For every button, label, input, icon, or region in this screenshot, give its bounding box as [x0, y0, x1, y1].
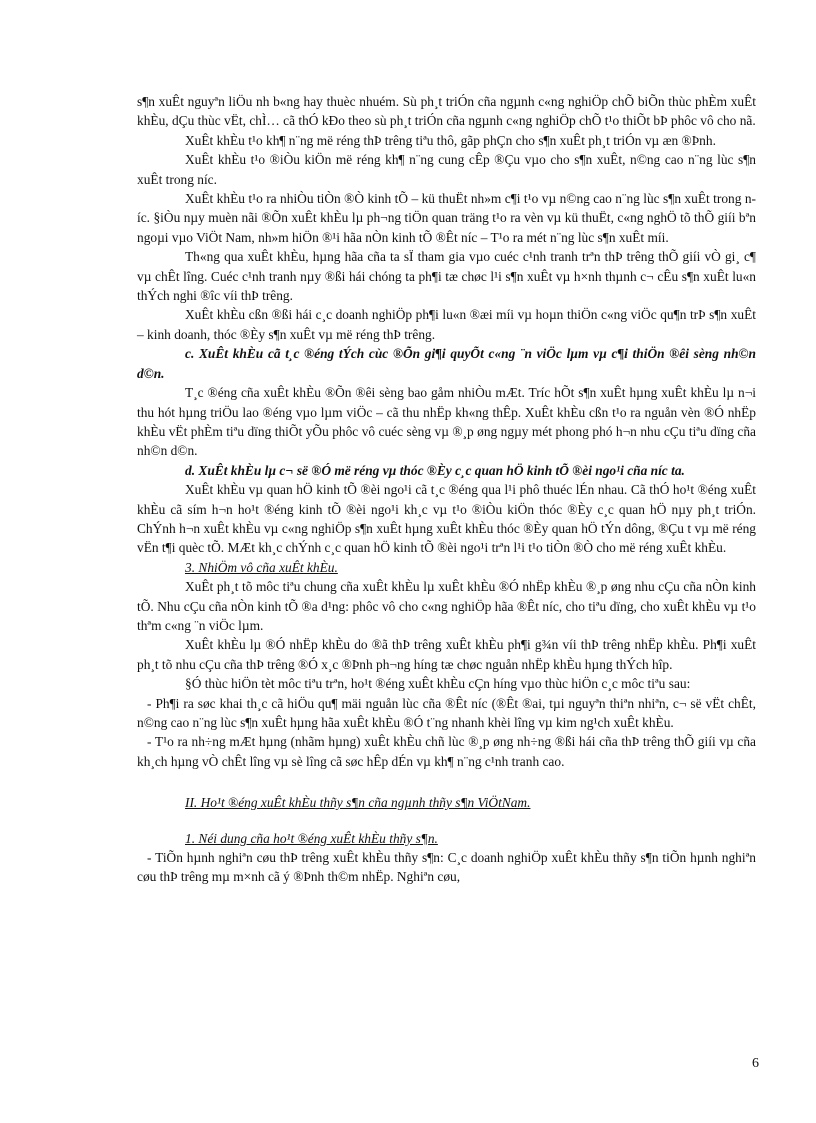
subheading-d: d. XuÊt khÈu lµ c¬ së ®Ó më réng vµ thóc ®Èy c¸c quan hÖ kinh tÕ ®èi ngo¹i cña níc ta. [185, 462, 685, 478]
paragraph: XuÊt ph¸t tõ môc tiªu chung cña xuÊt khÈu lµ xuÊt khÈu ®Ó nhËp khÈu ®¸p øng nhu cÇu cña nÒn kinh tÕ. Nhu cÇu cña nÒn kinh tÕ ®a d¹ng: phôc vô cho c«ng nghiÖp hãa ®Êt níc, cho tiªu dïng, cho xuÊt khÈu vµ t¹o thªm c«ng ¨n viÖc lµm. [137, 579, 756, 633]
chapter-heading-ii: II. Ho¹t ®éng xuÊt khÈu thñy s¶n cña ngµnh thñy s¶n ViÖtNam. [185, 795, 531, 811]
bullet-item: - Ph¶i ra søc khai th¸c cã hiÖu qu¶ mäi nguån lùc cña ®Êt níc (®Êt ®ai, tµi nguyªn thiªn nhiªn, c¬ së vËt chÊt, n©ng cao n¨ng lùc s¶n xuÊt hµng hãa xuÊt khÈu ®Ó t¨ng nhanh khèi lîng vµ kim ng¹ch xuÊt khÈu. [137, 695, 756, 730]
paragraph: §Ó thùc hiÖn tèt môc tiªu trªn, ho¹t ®éng xuÊt khÈu cÇn híng vµo thùc hiÖn c¸c môc tiªu sau: [185, 676, 691, 692]
paragraph: XuÊt khÈu vµ quan hÖ kinh tÕ ®èi ngo¹i cã t¸c ®éng qua l¹i phô thuéc lÉn nhau. Cã thÓ ho¹t ®éng xuÊt khÈu cã sím h¬n ho¹t ®éng kinh tÕ ®èi ngo¹i kh¸c vµ t¹o ®iÒu kiÖn thóc ®Èy c¸c quan hÖ nµy ph¸t triÓn. ChÝnh h¬n xuÊt khÈu vµ c«ng nghiÖp s¶n xuÊt hµng xuÊt khÈu thóc ®Èy quan hÖ tÝn dông, ®Çu t vµ më réng vËn t¶i quèc tÕ. MÆt kh¸c chÝnh c¸c quan hÖ kinh tÕ ®èi ngo¹i trªn l¹i t¹o tiÒn ®Ò cho më réng xuÊt khÈu. [137, 482, 756, 556]
page-body [137, 92, 756, 887]
subheading-c: c. XuÊt khÈu cã t¸c ®éng tÝch cùc ®Õn gi¶i quyÕt c«ng ¨n viÖc lµm vµ c¶i thiÖn ®êi sèng nh©n d©n. [137, 346, 756, 381]
paragraph: XuÊt khÈu t¹o ®iÒu kiÖn më réng kh¶ n¨ng cung cÊp ®Çu vµo cho s¶n xuÊt, n©ng cao n¨ng lùc s¶n xuÊt trong níc. [137, 152, 756, 187]
paragraph: XuÊt khÈu cßn ®ßi hái c¸c doanh nghiÖp ph¶i lu«n ®æi míi vµ hoµn thiÖn c«ng viÖc qu¶n trÞ s¶n xuÊt – kinh doanh, thóc ®Èy s¶n xuÊt vµ më réng thÞ trêng. [137, 307, 756, 342]
paragraph: XuÊt khÈu t¹o ra nhiÒu tiÒn ®Ò kinh tÕ – kü thuËt nh»m c¶i t¹o vµ n©ng cao n¨ng lùc s¶n xuÊt trong níc. §iÒu nµy muèn nãi ®Õn xuÊt khÈu lµ ph¬ng tiÖn quan träng t¹o ra vèn vµ kü thuËt, c«ng nghÖ tõ thÕ giíi bªn ngoµi vµo ViÖt Nam, nh»m hiÖn ®¹i hãa nÒn kinh tÕ ®Êt níc – T¹o ra mét n¨ng lùc s¶n xuÊt míi. [137, 191, 756, 245]
paragraph: XuÊt khÈu lµ ®Ó nhËp khÈu do ®ã thÞ trêng xuÊt khÈu ph¶i g¾n víi thÞ trêng nhËp khÈu. Ph¶i xuÊt ph¸t tõ nhu cÇu cña thÞ trêng ®Ó x¸c ®Þnh ph¬ng híng tæ chøc nguån nhËp khÈu hµng thÝch hîp. [137, 637, 756, 672]
bullet-item: - TiÕn hµnh nghiªn cøu thÞ trêng xuÊt khÈu thñy s¶n: C¸c doanh nghiÖp xuÊt khÈu thñy s¶n tiÕn hµnh nghiªn cøu thÞ trêng mµ m×nh cã ý ®Þnh th©m nhËp. Nghiªn cøu, [137, 850, 756, 885]
bullet-item: - T¹o ra nh÷ng mÆt hµng (nhãm hµng) xuÊt khÈu chñ lùc ®¸p øng nh÷ng ®ßi hái cña thÞ trêng thÕ giíi vµ cña kh¸ch hµng vÒ chÊt lîng vµ sè lîng cã søc hÊp dÉn vµ kh¶ n¨ng c¹nh tranh cao. [137, 734, 756, 769]
page-number: 6 [752, 1056, 759, 1071]
section-heading-3: 3. NhiÖm vô cña xuÊt khÈu. [185, 559, 338, 575]
paragraph: Th«ng qua xuÊt khÈu, hµng hãa cña ta sÏ tham gia vµo cuéc c¹nh tranh trªn thÞ trêng thÕ giíi vÒ gi¸ c¶ vµ chÊt lîng. Cuéc c¹nh tranh nµy ®ßi hái chóng ta ph¶i tæ chøc l¹i s¶n xuÊt vµ h×nh thµnh c¬ cÊu s¶n xuÊt lu«n thÝch nghi ®îc víi thÞ trêng. [137, 249, 756, 304]
section-heading-1: 1. Néi dung cña ho¹t ®éng xuÊt khÈu thñy s¶n. [185, 830, 438, 846]
paragraph: T¸c ®éng cña xuÊt khÈu ®Õn ®êi sèng bao gåm nhiÒu mÆt. Tríc hÕt s¶n xuÊt hµng xuÊt khÈu lµ n¬i thu hót hµng triÖu lao ®éng vµo lµm viÖc – cã thu nhËp kh«ng thÊp. XuÊt khÈu cßn t¹o ra nguån vèn ®Ó nhËp khÈu vËt phÈm tiªu dïng thiÕt yÕu phôc vô cuéc sèng vµ ®¸p øng ngµy mét phong phó h¬n nhu cÇu tiªu dïng cña nh©n d©n. [137, 385, 756, 459]
paragraph: XuÊt khÈu t¹o kh¶ n¨ng më réng thÞ trêng tiªu thô, gãp phÇn cho s¶n xuÊt ph¸t triÓn vµ æn ®Þnh. [185, 132, 716, 148]
paragraph: s¶n xuÊt nguyªn liÖu nh b«ng hay thuèc nhuém. Sù ph¸t triÓn cña ngµnh c«ng nghiÖp chÕ biÕn thùc phÈm xuÊt khÈu, dÇu thùc vËt, chÌ… cã thÓ kÐo theo sù ph¸t triÓn cña ngµnh c«ng nghiÖp chÕ t¹o thiÕt bÞ phôc vô cho nã. [137, 94, 756, 129]
